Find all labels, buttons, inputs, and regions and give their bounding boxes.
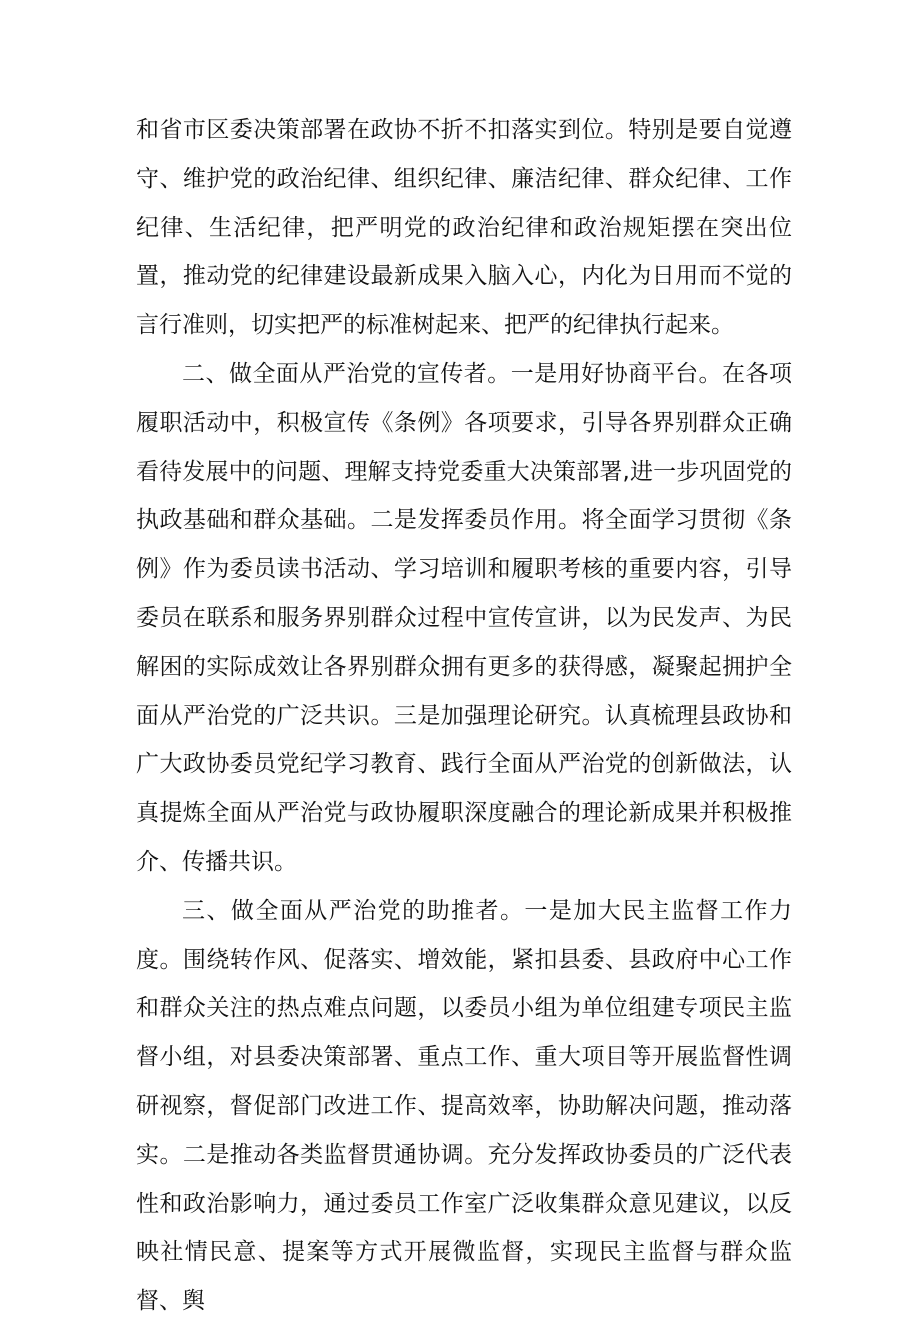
paragraph-section-three: 三、做全面从严治党的助推者。一是加大民主监督工作力度。围绕转作风、促落实、增效能，紧扣县委、县政府中心工作和群众关注的热点难点问题，以委员小组为单位组建专项民主监督小组，对县委决策部署、重点工作、重大项目等开展监督性调研视察，督促部门改进工作、提高效率，协助解决问题，推动落实。二是推动各类监督贯通协调。充分发挥政协委员的广泛代表性和政治影响力，通过委员工作室广泛收集群众意见建议，以反映社情民意、提案等方式开展微监督，实现民主监督与群众监督、舆	[136, 897, 792, 1315]
document-body	[136, 106, 792, 1326]
paragraph-section-two: 二、做全面从严治党的宣传者。一是用好协商平台。在各项履职活动中，积极宣传《条例》各项要求，引导各界别群众正确看待发展中的问题、理解支持党委重大决策部署,进一步巩固党的执政基础和群众基础。二是发挥委员作用。将全面学习贯彻《条例》作为委员读书活动、学习培训和履职考核的重要内容，引导委员在联系和服务界别群众过程中宣传宣讲，以为民发声、为民解困的实际成效让各界别群众拥有更多的获得感，凝聚起拥护全面从严治党的广泛共识。三是加强理论研究。认真梳理县政协和广大政协委员党纪学习教育、践行全面从严治党的创新做法，认真提炼全面从严治党与政协履职深度融合的理论新成果并积极推介、传播共识。	[136, 360, 792, 875]
paragraph-continuation: 和省市区委决策部署在政协不折不扣落实到位。特别是要自觉遵守、维护党的政治纪律、组织纪律、廉洁纪律、群众纪律、工作纪律、生活纪律，把严明党的政治纪律和政治规矩摆在突出位置，推动党的纪律建设最新成果入脑入心，内化为日用而不觉的言行准则，切实把严的标准树起来、把严的纪律执行起来。	[136, 117, 792, 339]
